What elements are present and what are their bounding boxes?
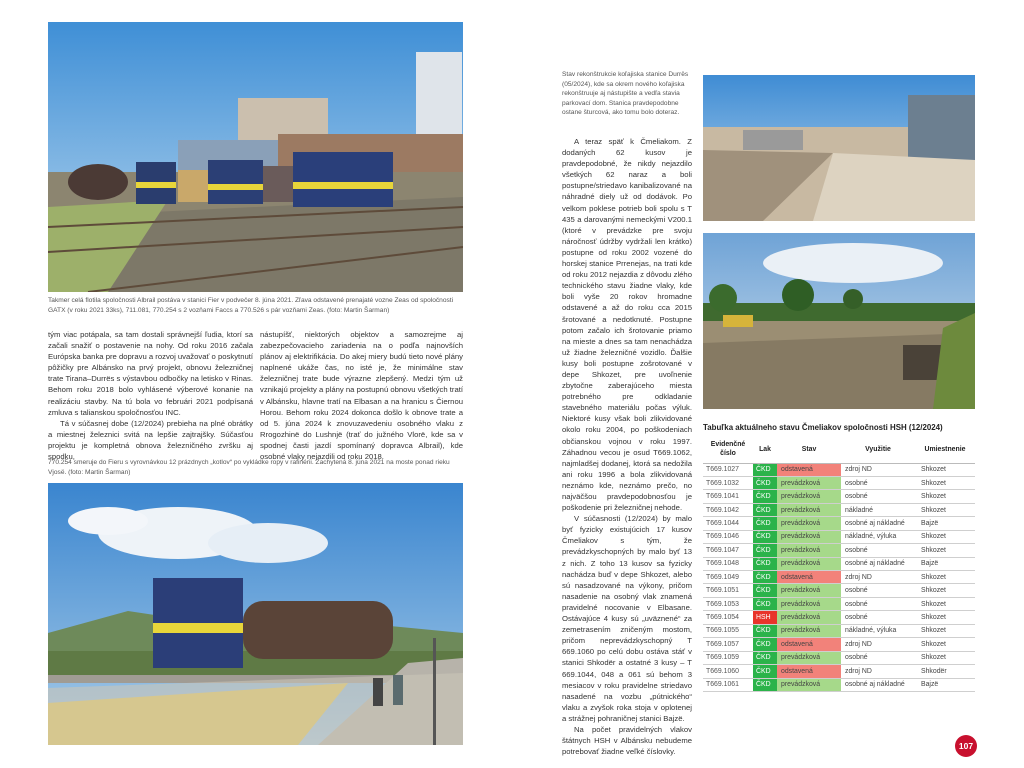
cell-stav: prevádzková <box>777 490 841 503</box>
cell-number: T669.1061 <box>703 678 753 691</box>
table-row <box>703 517 975 530</box>
cell-lak: ČKD <box>753 490 777 503</box>
table-row <box>703 638 975 651</box>
photo-durres-station <box>703 75 975 221</box>
paragraph: V súčasnosti (12/2024) by malo byť fyzicky existujúcich 17 kusov Čmeliakov s tým, že prevádzkyschopných by malo byť 13 z nich. Z toho 13 kusov sa fyzicky nachádza buď v depe Shkozet, alebo sú nasadzované na výkony, pričom nasadenie na osobný vlak znamená pravidelné nocovanie v Elbasane. Ostávajúce 4 kusy sú „uväznené“ za zemetrasením zničeným mostom, pričom neprevádzkyschopný T 669.1060 po celú dobu ostáva stáť v stanici Shkodër a ostatné 3 kusy – T 669.1044, 048 a 061 sú behom 3 mesiacov v roku pravidelne striedavo nasadené na vozbu „pútnického“ vlaku a zvyšok roka stoja v oplotenej a strážnej pohraničnej stanici Bajzë. <box>562 514 692 723</box>
cell-vyuzitie: nákladné, výluka <box>841 530 915 543</box>
cell-umiestnenie: Shkozet <box>915 611 975 624</box>
cell-vyuzitie: zdroj ND <box>841 665 915 678</box>
cell-vyuzitie: osobné <box>841 490 915 503</box>
cell-stav: odstavená <box>777 638 841 651</box>
cell-vyuzitie: nákladné <box>841 503 915 516</box>
photo-vjose-caption: 770.254 smeruje do Fieru s vyrovnávkou 12 prázdnych „kotlov“ po vykládke ropy v rafinérii. Zachytená 8. júna 2021 na moste ponad rieku Vjosë. (foto: Martin Šarman) <box>48 459 450 476</box>
cell-lak: ČKD <box>753 665 777 678</box>
photo-durres-caption: Stav rekonštrukcie koľajiska stanice Durrës (05/2024), kde sa okrem nového koľajiska rekonštruuje aj nástupište a vedľa stavia parkovací dom. Stanica pravdepodobne ostane šturcová, ako tomu bolo doteraz. <box>562 71 689 117</box>
cell-umiestnenie: Shkozet <box>915 651 975 664</box>
paragraph: A teraz späť k Čmeliakom. Z dodaných 62 kusov je pravdepodobné, že nikdy nejazdilo všetkých 62 naraz a boli postupne/striedavo kanibalizované na náhradné diely už od dodávok. Po velkom poklese potrieb boli spolu s T 435 a darovanými nemeckými V200.1 (ktoré v prevádzke pre svoju náročnosť údržby vydržali len krátko) postupne od roku 2002 vozené do horskej stanice Prrenejas, na trati kde od roku 2012 nejazdia z dôvodu zlého technického stavu žiadne vlaky, kde boli vyše 20 rokov hromadne odstavené a až do roku cca 2015 šrotované a nedotknuté. Postupne potom začalo ich šrotovanie priamo na mieste a dnes sa tam nenachádza už žiadne železničné vozidlo. Ďalšie kusy boli postupne zošrotované v depe Shkozet, pre uvoľnenie zbytočne zaberajúceho miesta potrebného pre odkladanie stavebného materiálu počas výluk. Niektoré kusy však boli zlikvidované okolo roku 2004, po poškodeniach občianskou vojnou v roku 1997. Záhadnou vecou je osud T669.1062, najmladšej dodanej, ktorá sa nedožila ani roku 1996 a bola zlikvidovaná neznámo kde, neznámo prečo, no najväčšou pravdepodobnosťou je poškodenie pri železničnej nehode. <box>562 137 692 513</box>
table-row <box>703 557 975 570</box>
cell-umiestnenie: Shkozet <box>915 624 975 637</box>
table-row <box>703 490 975 503</box>
text-column-left-a <box>48 329 253 462</box>
cell-number: T669.1053 <box>703 597 753 610</box>
table-row <box>703 463 975 476</box>
cell-lak: ČKD <box>753 584 777 597</box>
cell-number: T669.1055 <box>703 624 753 637</box>
cell-number: T669.1047 <box>703 544 753 557</box>
column-header-number: Evidenčné číslo <box>703 437 753 463</box>
photo-construction-site <box>703 233 975 409</box>
column-header-lak: Lak <box>753 437 777 463</box>
cell-stav: prevádzková <box>777 651 841 664</box>
cell-umiestnenie: Shkozet <box>915 584 975 597</box>
cell-number: T669.1042 <box>703 503 753 516</box>
cell-stav: prevádzková <box>777 597 841 610</box>
column-header-umiestnenie: Umiestnenie <box>915 437 975 463</box>
cell-stav: prevádzková <box>777 678 841 691</box>
cell-number: T669.1054 <box>703 611 753 624</box>
paragraph: tým viac potápala, sa tam dostali správnejší ľudia, ktorí sa začali snažiť o postavenie na nohy. Od roku 2016 začala Európska banka pre dopravu a rozvoj uvažovať o poskytnutí pôžičky pre Albánsko na prvý projekt, obnovu železničnej trate Tirana–Durrës s výstavbou odbočky na letisko v Rinas. Behom roku 2018 bolo vyhlásené výberové konanie na realizáciu stavby. Na tú bola vo februári 2021 podpísaná zmluva s talianskou spoločnosťou INC. <box>48 330 254 417</box>
cell-umiestnenie: Shkozet <box>915 490 975 503</box>
cell-umiestnenie: Shkozet <box>915 597 975 610</box>
photo-vjose-bridge <box>48 483 463 745</box>
table-row <box>703 503 975 516</box>
cell-umiestnenie: Shkozet <box>915 544 975 557</box>
table-row <box>703 476 975 489</box>
table-body <box>703 463 975 691</box>
cell-number: T669.1060 <box>703 665 753 678</box>
photo-fier-caption: Takmer celá flotila spoločnosti Albrail postáva v stanici Fier v podvečer 8. júna 2021. Zľava odstavené prenajaté vozne Zeas od spoločnosti GATX (v roku 2021 33ks), 711.081, 770.254 s 2 vozňami Faccs a 770.526 s pár vozňami Zeas. (foto: Martin Šarman) <box>48 297 454 314</box>
cell-lak: ČKD <box>753 638 777 651</box>
cell-lak: ČKD <box>753 678 777 691</box>
cell-stav: prevádzková <box>777 503 841 516</box>
table-row <box>703 597 975 610</box>
cell-stav: prevádzková <box>777 476 841 489</box>
paragraph: Tá v súčasnej dobe (12/2024) prebieha na plné obrátky a miestnej železnici svitá na lepšie zajtrajšky. Súčasťou projektu je kompletná obnova železničného zvršku aj spodku, <box>48 418 253 462</box>
cell-umiestnenie: Shkozet <box>915 463 975 476</box>
table-header-row <box>703 437 975 463</box>
cell-lak: ČKD <box>753 571 777 584</box>
cell-umiestnenie: Shkozet <box>915 476 975 489</box>
cell-stav: odstavená <box>777 571 841 584</box>
cell-umiestnenie: Shkozet <box>915 530 975 543</box>
cell-number: T669.1027 <box>703 463 753 476</box>
cell-number: T669.1041 <box>703 490 753 503</box>
table-row <box>703 571 975 584</box>
cell-lak: ČKD <box>753 557 777 570</box>
cell-umiestnenie: Bajzë <box>915 557 975 570</box>
cell-lak: ČKD <box>753 476 777 489</box>
cell-umiestnenie: Bajzë <box>915 517 975 530</box>
cell-vyuzitie: osobné aj nákladné <box>841 517 915 530</box>
cell-vyuzitie: osobné aj nákladné <box>841 557 915 570</box>
cell-lak: ČKD <box>753 503 777 516</box>
cell-umiestnenie: Shkozet <box>915 638 975 651</box>
cell-stav: prevádzková <box>777 557 841 570</box>
table-row <box>703 611 975 624</box>
cell-stav: prevádzková <box>777 611 841 624</box>
cell-lak: ČKD <box>753 597 777 610</box>
cell-vyuzitie: osobné <box>841 597 915 610</box>
cell-lak: ČKD <box>753 624 777 637</box>
cell-number: T669.1048 <box>703 557 753 570</box>
column-header-stav: Stav <box>777 437 841 463</box>
column-header-vyuzitie: Využitie <box>841 437 915 463</box>
cell-number: T669.1051 <box>703 584 753 597</box>
cell-umiestnenie: Shkozet <box>915 571 975 584</box>
cell-vyuzitie: osobné <box>841 584 915 597</box>
paragraph: nástupíšť, niektorých objektov a samozrejme aj zabezpečovacieho zariadenia na o podľa najnovších plánov aj elektrifikácia. Do akej miery budú tieto nové plány naplnené ukáže čas, no isté je, že minimálne stav železničnej trate bude výrazne zlepšený. Medzi tým už vznikajú projekty a plány na postupnú obnovu všetkých tratí v Albánsku, hlavne tratí na Elbasan a na hranicu s Čiernou Horou. Behom roku 2024 dokonca došlo k obnove trate a od 5. júna 2024 k znovuzavedeniu osobného vlaku z Rrogozhinë do Lushnjë (trať do južného Vlorë, kde sa v spodnej časti jazdí spomínaný dopravca Albrail), kde osobné vlaky nejazdili od roku 2018. <box>260 330 463 462</box>
cell-lak: HSH <box>753 611 777 624</box>
cell-umiestnenie: Shkodër <box>915 665 975 678</box>
table-row <box>703 544 975 557</box>
cell-lak: ČKD <box>753 517 777 530</box>
cell-lak: ČKD <box>753 463 777 476</box>
cell-stav: prevádzková <box>777 544 841 557</box>
cell-stav: prevádzková <box>777 530 841 543</box>
cell-stav: prevádzková <box>777 624 841 637</box>
cell-stav: prevádzková <box>777 517 841 530</box>
table-title: Tabuľka aktuálneho stavu Čmeliakov spoločnosti HSH (12/2024) <box>703 423 943 432</box>
page-number: 107 <box>955 735 977 757</box>
cell-lak: ČKD <box>753 651 777 664</box>
paragraph: Na počet pravidelných vlakov štátnych HSH v Albánsku nebudeme potrebovať žiadne veľké číslovky. <box>562 724 692 757</box>
cell-stav: odstavená <box>777 463 841 476</box>
table-row <box>703 665 975 678</box>
table-row <box>703 678 975 691</box>
cell-number: T669.1046 <box>703 530 753 543</box>
text-column-left-b <box>260 329 463 462</box>
cell-vyuzitie: zdroj ND <box>841 463 915 476</box>
cell-vyuzitie: osobné <box>841 611 915 624</box>
cell-vyuzitie: zdroj ND <box>841 638 915 651</box>
text-column-middle <box>562 136 692 757</box>
cell-lak: ČKD <box>753 530 777 543</box>
cell-umiestnenie: Shkozet <box>915 503 975 516</box>
cell-vyuzitie: osobné <box>841 476 915 489</box>
cell-vyuzitie: nákladné, výluka <box>841 624 915 637</box>
table-row <box>703 530 975 543</box>
cell-vyuzitie: zdroj ND <box>841 571 915 584</box>
cell-number: T669.1032 <box>703 476 753 489</box>
cell-vyuzitie: osobné <box>841 544 915 557</box>
table-row <box>703 584 975 597</box>
cell-vyuzitie: osobné aj nákladné <box>841 678 915 691</box>
cell-vyuzitie: osobné <box>841 651 915 664</box>
photo-fier-station <box>48 22 463 292</box>
cell-number: T669.1049 <box>703 571 753 584</box>
locomotive-status-table <box>703 437 975 692</box>
cell-umiestnenie: Bajzë <box>915 678 975 691</box>
cell-number: T669.1057 <box>703 638 753 651</box>
cell-number: T669.1044 <box>703 517 753 530</box>
table-row <box>703 651 975 664</box>
cell-stav: odstavená <box>777 665 841 678</box>
cell-lak: ČKD <box>753 544 777 557</box>
cell-stav: prevádzková <box>777 584 841 597</box>
table-row <box>703 624 975 637</box>
cell-number: T669.1059 <box>703 651 753 664</box>
